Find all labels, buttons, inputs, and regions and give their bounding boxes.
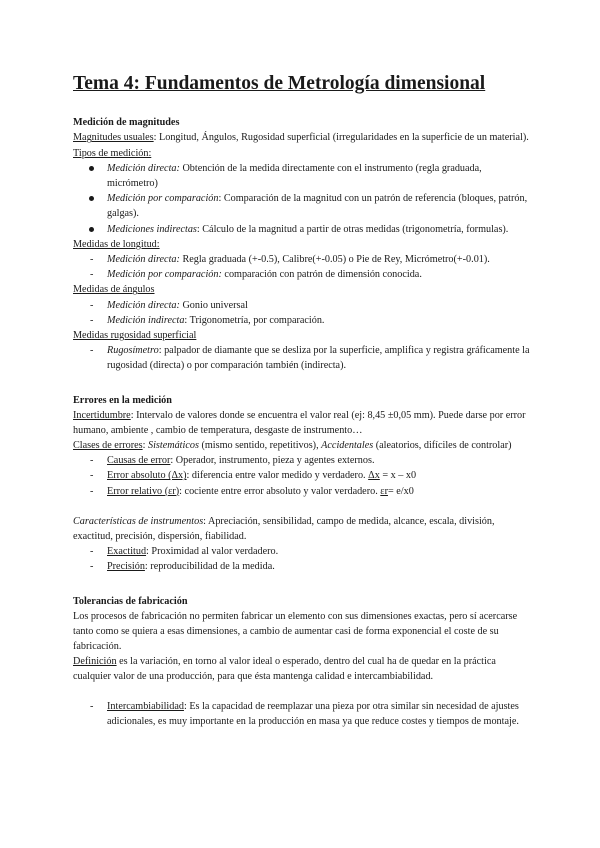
tipos-medicion-label: Tipos de medición: xyxy=(73,147,152,159)
medidas-angulos-label: Medidas de ángulos xyxy=(73,284,155,296)
dash-marker: - xyxy=(90,254,94,266)
medidas-angulos-list xyxy=(73,298,533,328)
clases-errores-paragraph xyxy=(73,438,533,453)
clases-errores-post: (aleatorios, difíciles de controlar) xyxy=(373,440,512,452)
caracteristicas-text: : Apreciación, sensibilidad, campo de medida, alcance, escala, división, exactitud, precisión, dispersión, fiabilidad. xyxy=(73,515,495,543)
medidas-rugosidad-list xyxy=(73,343,533,373)
list-item-text: : cociente entre error absoluto y valor verdadero. xyxy=(179,485,381,497)
list-item-term: Medición directa: xyxy=(107,299,180,311)
dash-marker: - xyxy=(90,561,94,573)
formula-symbol: Δx xyxy=(368,470,380,482)
dash-marker: - xyxy=(90,470,94,482)
list-item-text: : Proximidad al valor verdadero. xyxy=(146,546,279,558)
definicion-paragraph xyxy=(73,654,533,684)
section-heading-tolerancias: Tolerancias de fabricación xyxy=(73,595,188,607)
clases-term-sistematicos: Sistemáticos xyxy=(147,440,199,452)
list-item-term: Mediciones indirectas xyxy=(107,223,197,235)
list-item xyxy=(73,343,533,373)
list-item xyxy=(73,252,533,267)
section-errores xyxy=(73,393,533,575)
magnitudes-usuales-text: : Longitud, Ángulos, Rugosidad superficial (irregularidades en la superficie de un material). xyxy=(153,132,529,144)
list-item-text: : Operador, instrumento, pieza y agentes externos. xyxy=(170,455,375,467)
list-item xyxy=(73,313,533,328)
caracteristicas-paragraph xyxy=(73,514,533,544)
section-heading-medicion: Medición de magnitudes xyxy=(73,117,180,129)
list-item xyxy=(73,267,533,282)
definicion-text: es la variación, en torno al valor ideal o esperado, dentro del cual ha de quedar en la práctica cualquier valor de una producción, para que ésta mantenga calidad e intercambiabilidad. xyxy=(73,656,496,683)
list-item-text: : Comparación de la magnitud con un patrón de referencia (bloques, patrón, galgas). xyxy=(107,193,528,220)
dash-marker: - xyxy=(90,700,94,712)
dash-marker: - xyxy=(90,485,94,497)
page-title: Tema 4: Fundamentos de Metrología dimensional xyxy=(73,73,486,94)
dash-marker: - xyxy=(90,299,94,311)
clases-errores-mid: (mismo sentido, repetitivos), xyxy=(198,440,322,452)
dash-marker: - xyxy=(90,455,94,467)
bullet-icon xyxy=(89,227,94,232)
dash-marker: - xyxy=(90,269,94,281)
list-item-text: comparación con patrón de dimensión conocida. xyxy=(221,269,422,281)
incertidumbre-paragraph xyxy=(73,408,533,438)
list-item xyxy=(73,699,533,729)
list-item-text: : diferencia entre valor medido y verdadero. xyxy=(186,470,369,482)
magnitudes-usuales-label: Magnitudes usuales xyxy=(73,132,154,144)
formula-text: = e/x0 xyxy=(387,485,414,497)
bullet-icon xyxy=(89,196,94,201)
list-item-label: Error absoluto (Δx) xyxy=(107,470,187,482)
bullet-icon xyxy=(89,166,94,171)
list-item xyxy=(73,298,533,313)
medidas-rugosidad-label: Medidas rugosidad superficial xyxy=(73,330,197,342)
list-item xyxy=(73,468,533,483)
caracteristicas-term: Características de instrumentos xyxy=(73,515,204,527)
list-item-label: Precisión xyxy=(107,561,145,573)
list-item xyxy=(73,453,533,468)
list-item-term: Medición directa: xyxy=(107,162,180,174)
clases-errores-sep: : xyxy=(142,440,148,452)
list-item-text: : Cálculo de la magnitud a partir de otras medidas (trigonometría, formulas). xyxy=(196,223,509,235)
list-item-term: Medición indirecta xyxy=(107,314,185,326)
medidas-longitud-list xyxy=(73,252,533,282)
list-item xyxy=(73,222,533,237)
medidas-longitud-label: Medidas de longitud: xyxy=(73,238,160,250)
list-item xyxy=(73,484,533,499)
list-item-label: Error relativo (εr) xyxy=(107,485,180,497)
clases-term-accidentales: Accidentales xyxy=(321,440,374,452)
list-item xyxy=(73,559,533,574)
list-item-text: Gonio universal xyxy=(179,299,248,311)
list-item-text: Obtención de la medida directamente con el instrumento (regla graduada, micrómetro) xyxy=(107,162,482,189)
magnitudes-usuales-paragraph xyxy=(73,130,533,145)
list-item-label: Intercambiabilidad xyxy=(107,700,184,712)
list-item-term: Medición por comparación: xyxy=(107,269,222,281)
formula-symbol: εr xyxy=(380,485,388,497)
tolerancias-list xyxy=(73,699,533,729)
list-item-text: Regla graduada (+-0.5), Calibre(+-0.05) o Pie de Rey, Micrómetro(+-0.01). xyxy=(179,254,490,266)
document-page xyxy=(73,72,533,729)
tolerancias-intro: Los procesos de fabricación no permiten fabricar un elemento con sus dimensiones exactas, pero sí acercarse tanto como se quiera a esas dimensiones, a cambio de aumentar casi de forma exponencial el coste de su fabricación. xyxy=(73,610,518,653)
dash-marker: - xyxy=(90,345,94,357)
tipos-medicion-list xyxy=(73,161,533,237)
list-item-label: Causas de error xyxy=(107,455,171,467)
list-item xyxy=(73,191,533,221)
incertidumbre-text: : Intervalo de valores donde se encuentra el valor real (ej: 8,45 ±0,05 mm). Puede darse por error humano, ambiente , cambio de temperatura, desgaste de instrumento… xyxy=(73,409,526,436)
section-tolerancias xyxy=(73,594,533,729)
list-item-text: : reproducibilidad de la medida. xyxy=(144,561,275,573)
list-item-text: : Trigonometría, por comparación. xyxy=(184,314,325,326)
list-item-text: : Es la capacidad de reemplazar una pieza por otra similar sin necesidad de ajustes adicionales, es muy importante en la producción en masa ya que reduce costes y tiempos de montaje. xyxy=(107,700,519,727)
list-item-term: Medición por comparación xyxy=(107,193,219,205)
clases-errores-label: Clases de errores xyxy=(73,440,143,452)
list-item-label: Exactitud xyxy=(107,546,147,558)
section-heading-errores: Errores en la medición xyxy=(73,394,172,406)
list-item-text: : palpador de diamante que se desliza por la superficie, amplifica y registra gráficamente la rugosidad (directa) o por comparación también (indirecta). xyxy=(107,345,530,372)
list-item-term: Rugosímetro xyxy=(107,345,159,357)
list-item xyxy=(73,161,533,191)
section-medicion xyxy=(73,115,533,373)
formula-text: = x – x0 xyxy=(379,470,417,482)
dash-marker: - xyxy=(90,546,94,558)
list-item xyxy=(73,544,533,559)
incertidumbre-label: Incertidumbre xyxy=(73,409,131,421)
errores-list xyxy=(73,453,533,499)
dash-marker: - xyxy=(90,314,94,326)
caracteristicas-list xyxy=(73,544,533,574)
list-item-term: Medición directa: xyxy=(107,254,180,266)
definicion-label: Definición xyxy=(73,656,117,668)
